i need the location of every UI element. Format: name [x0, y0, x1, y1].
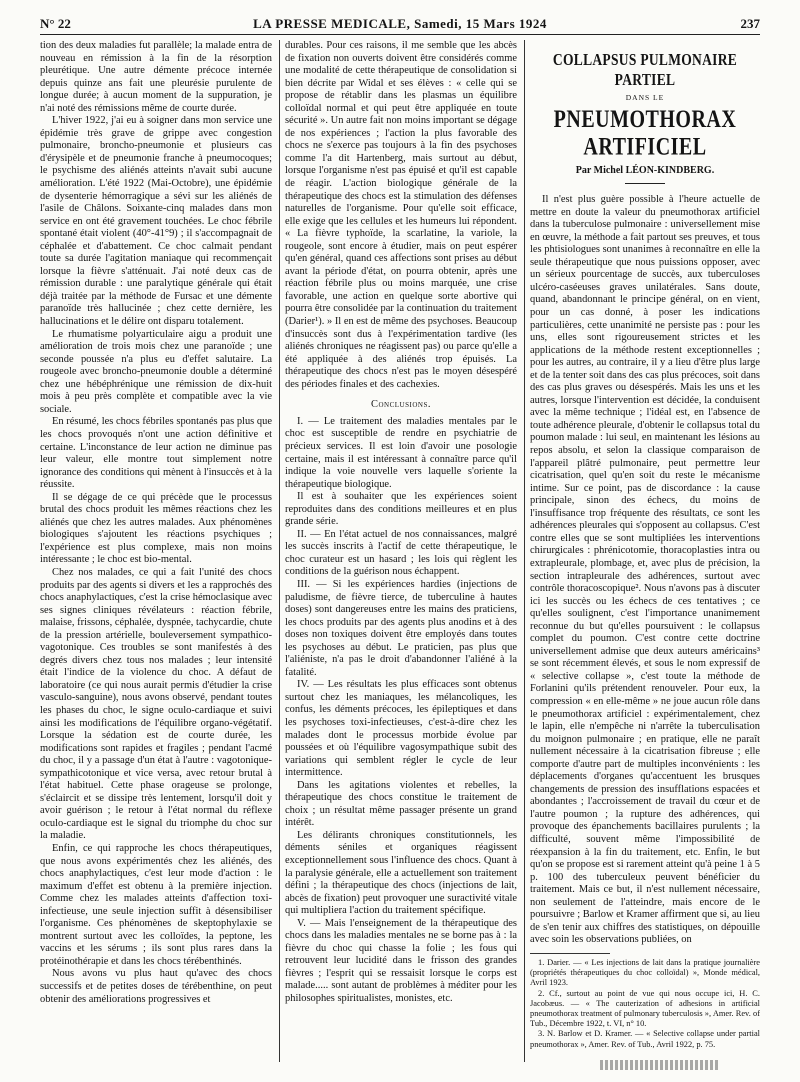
paragraph: En résumé, les chocs fébriles spontanés pas plus que les chocs provoqués n'ont une action définitive et certaine. L'inconstance de leur action ne diminue pas leur valeur, elle montre tout simplement notre ignorance des conditions qui mènent à l'insuccès et à la réussite. — [40, 416, 272, 491]
article-title-line1: COLLAPSUS PULMONAIRE PARTIEL — [552, 50, 738, 89]
column-left — [40, 40, 272, 1070]
column-divider — [524, 40, 525, 1062]
paragraph: Enfin, ce qui rapproche les chocs thérapeutiques, que nous avons expérimentés chez les aliénés, des chocs anaphylactiques, c'est leur mode d'action : le maximum d'effet est obtenu à la première injection. Comme chez les malades atteints d'affection toxi-infectieuse, une seule injection suffit à désensibiliser l'organisme. Ces phénomènes de skeptophylaxie se montrent surtout avec les colloïdes, la peptone, les vaccins et les sérums ; ils sont plus rares dans la protéinothérapie et dans les chocs térébenthinés. — [40, 843, 272, 967]
footnote: 1. Darier. — « Les injections de lait dans la pratique journalière (propriétés thérapeutiques du choc colloïdal) », Monde médical, Avril 1923. — [530, 957, 760, 988]
issue-number: N° 22 — [40, 16, 71, 31]
paragraph: III. — Si les expériences hardies (injections de paludisme, de fièvre tierce, de tuberculine à hautes doses) sont dangereuses entre les mains des praticiens, les chocs produits par des agents plus anodins et à des doses non toxiques doivent être employés dans toutes les psychoses au début. Le praticien, pas plus que l'aliéniste, n'a pas le droit d'abandonner l'aliéné à la fatalité. — [285, 578, 517, 678]
page-number: 237 — [740, 16, 760, 31]
article-title-connector: DANS LE — [625, 93, 665, 102]
article-title-line2: PNEUMOTHORAX ARTIFICIEL — [553, 105, 737, 161]
paragraph: Il se dégage de ce qui précède que le processus brutal des chocs produit les mêmes réactions chez les aliénés que chez les autres malades. Aux phénomènes biologiques s'ajoutent les réactions psychiques ; l'expérience est plus complexe, mais non moins intéressante ; le choc est bio-mental. — [40, 491, 272, 566]
column-right — [530, 40, 760, 1070]
footnotes — [530, 958, 760, 1050]
paragraph: Dans les agitations violentes et rebelles, la thérapeutique des chocs constitue le traitement de choix ; un résultat même passager présente un grand intérêt. — [285, 779, 517, 829]
article-author: Par Michel LÉON-KINDBERG. — [575, 164, 715, 176]
header-rule — [40, 34, 760, 35]
article-body — [530, 194, 760, 947]
paragraph: Le rhumatisme polyarticulaire aigu a produit une amélioration de trois mois chez une paranoïde ; une seconde poussée n'a plus eu d'effet salutaire. La rougeole avec broncho-pneumonie double a déterminé chez une hébéphrénique une rémission de dix-huit mois à peu près complète et compatible avec la vie sociale. — [40, 328, 272, 415]
paragraph: IV. — Les résultats les plus efficaces sont obtenus surtout chez les maniaques, les mélancoliques, les confus, les déments précoces, les épileptiques et dans les psychoses toxi-infectieuses, c'est-à-dire chez les malades dont le processus morbide évolue par poussées et où l'équilibre vagosympathique subit des variations qui semblent régler le cycle de leur intermittence. — [285, 679, 517, 779]
column-divider — [279, 40, 280, 1062]
footnote: 3. N. Barlow et D. Kramer. — « Selective collapse under partial pneumothorax », Amer. Rev. of Tub., Avril 1922, p. 75. — [530, 1029, 760, 1049]
paragraph: II. — En l'état actuel de nos connaissances, malgré les succès inscrits à l'actif de cette thérapeutique, le choc curateur est un hasard ; les lois qui règlent les conditions de la guérison nous échappent. — [285, 528, 517, 578]
paragraph: tion des deux maladies fut parallèle; la malade entra de nouveau en rémission à la fin de la résorption pleurétique. Une autre démente précoce internée depuis quinze ans fait une pleurésie purulente de longue durée; à aucun moment de la suppuration, je n'ai noté des rémissions même de courte durée. — [40, 40, 272, 114]
footnote: 2. Cf., surtout au point de vue qui nous occupe ici, H. C. Jacobæus. — « The cauterization of adhesions in artificial pneumothorax treatment of pulmonary tuberculosis », Amer. Rev. of Tub., Décembre 1922, t. VI, n° 10. — [530, 988, 760, 1029]
paragraph: Les délirants chroniques constitutionnels, les déments séniles et organiques réagissent exceptionnellement sous l'influence des chocs. Quant à la paralysie générale, elle a actuellement son traitement défini ; la thérapeutique des chocs (injections de lait, abcès de fixation) peut provoquer une suractivité vitale qui multipliera l'action du traitement spécifique. — [285, 829, 517, 917]
paragraph: durables. Pour ces raisons, il me semble que les abcès de fixation non ouverts doivent être considérés comme une modalité de cette thérapeutique de consolidation si bien décrite par Widal et ses élèves : « celle qui se propose de rétablir dans les plasmas un équilibre colloïdal normal et qui peut être appliquée en toute sécurité ». Un autre fait non moins important se dégage de nos expériences ; l'action la plus favorable des chocs ne s'exerce pas toujours à la fin des psychoses comme l'a dit Hartenberg, mais surtout au début, lorsque l'organisme n'est pas épuisé et qu'il est capable de réagir. L'action biologique générale de la thérapeutique des chocs est la stimulation des défenses naturelles de l'organisme. Pour qu'elle soit efficace, elle exige que les cellules et les humeurs lui répondent. « La fièvre typhoïde, la scarlatine, la variole, la rougeole, sont encore à étudier, mais on peut espérer qu'en général, quand ces affections sont prises au début avant la période d'état, on pourra obtenir, après une réaction fébrile plus ou moins marquée, une crise favorable, une action en quelque sorte abortive qui pourra être consolidée par la continuation du traitement (Darier¹). » Il en est de même des psychoses. Beaucoup d'insuccès sont dus à l'expérimentation tardive (les aliénés chroniques ne réagissent pas) ou parce qu'elle a été appliquée à des aliénés trop épuisés. La thérapeutique des chocs n'est pas le moyen désespéré des périodes finales et des cachexies. — [285, 40, 517, 390]
paragraph: V. — Mais l'enseignement de la thérapeutique des chocs dans les maladies mentales ne se borne pas à : la fièvre du choc qui chasse la folie ; les fous qui retrouvent leur lucidité dans le frisson des grandes fièvres ; l'esprit qui se ressaisit lorsque le corps est malade..... sont autant de problèmes à méditer pour les philosophes spiritualistes, monistes, etc. — [285, 917, 517, 1005]
paragraph: I. — Le traitement des maladies mentales par le choc est susceptible de rendre en psychiatrie de précieux services. Il est loin d'avoir une posologie certaine, mais il est intéressant à connaître parce qu'il indique la voie nouvelle vers laquelle s'oriente la thérapeutique biologique. — [285, 415, 517, 490]
paragraph: Il est à souhaiter que les expériences soient reproduites dans des conditions meilleures et en plus grande série. — [285, 491, 517, 528]
column-middle — [285, 40, 517, 1070]
paragraph: L'hiver 1922, j'ai eu à soigner dans mon service une épidémie très grave de grippe avec congestion pulmonaire, broncho-pneumonie et plusieurs cas d'érysipèle et de pneumonie franche à pneumocoques; le psychisme des aliénés atteints n'avait subi aucune amélioration. L'été 1922 (Mai-Octobre), une épidémie de dysenterie hémorragique a sévi sur les aliénés de l'asile de Châlons. Soixante-cinq malades dans mon service en ont été gravement touchées. Le choc fébrile spontané était violent (40°-41°9) ; il s'accompagnait de céphalée et d'abattement. Ce choc calmait pendant toute sa durée l'agitation maniaque qui recommençait lorsque la fièvre s'atténuait. J'ai noté deux cas de rémission durable : une paralytique générale qui était déjà traitée par la méthode de Fursac et une démente paranoïde très hallucinée ; chez cette dernière, les hallucinations et le délire ont disparu totalement. — [40, 115, 272, 328]
journal-title: LA PRESSE MEDICALE, Samedi, 15 Mars 1924 — [253, 16, 547, 31]
paragraph: Chez nos malades, ce qui a fait l'unité des chocs produits par des agents si divers et les a rapprochés des chocs anaphylactiques, c'est la crise hémoclasique avec ses signes cliniques révélateurs : réaction fébrile, malaise, frissons, céphalée, dyspnée, tachycardie, chute de la pression artérielle, bouleversement sympathico-vagotonique. Ces troubles se sont manifestés à des degrés divers chez tous nos malades ; leur intensité était l'indice de la violence du choc. A défaut de laboratoire (ce qui nous aurait permis d'étudier la crise vasculo-sanguine), nous avons observé, pendant toutes les phases du choc, le signe oculo-cardiaque et suivi ainsi les modifications de l'équilibre organo-végétatif. Lorsque la sédation est de courte durée, les modifications sont rapides et fragiles ; pendant l'acmé du choc, il y a passage d'un état à l'autre : vagotonique-sympathicotonique et vice versa, avec retour brutal à l'état habituel. Cette phase orageuse se prolonge, s'éclaircit et se dissipe très lentement, lorsqu'il doit y avoir guérison ; le retour à l'état normal du réflexe oculo-cardiaque est le signal du triomphe du choc sur la maladie. — [40, 566, 272, 842]
paragraph: Il n'est plus guère possible à l'heure actuelle de mettre en doute la valeur du pneumothorax artificiel dans la tuberculose pulmonaire : universellement mise en œuvre, la méthode a fait partout ses preuves, et tous les phtisiologues sont unanimes à reconnaître en elle la seule thérapeutique que nous puissions opposer, avec un sérieux pourcentage de succès, aux tuberculoses ulcéro-caséeuses graves unilatérales. Sans doute, quand, abandonnant le principe général, on en vient, pour un cas donné, à poser les indications particulières, cette unanimité ne persiste pas : pour les uns, elles sont rigoureusement strictes et les applications de la méthode restent exceptionnelles ; pour les autres, au contraire, il y a lieu d'être plus large et de la tenter soit dans des cas plus précoces, soit dans des cas plus graves ou désespérés. Mais les uns et les autres, lorsque l'intervention est décidée, la conduisent avec la même technique ; l'idéal est, en l'absence de toute adhérence pleurale, d'obtenir le collapsus total du poumon malade : lui seul, en maintenant les lésions au repos absolu, et selon la classique comparaison de l'appareil plâtré pulmonaire, peut permettre leur cicatrisation, quel qu'en soit du reste le mécanisme intime. Sur ce point, pas de discordance : la cause principale, sinon des échecs, du moins de l'insuffisance trop fréquente des résultats, ce sont les adhérences pleurales qui s'opposent au collapsus. C'est contre elles que se sont multipliées les interventions chirurgicales : phrénicotomie, thoracoplasties intra ou extrapleurale, plombage, et, avec plus de précision, la section intrapleurale des adhérences, surtout avec contrôle thoracoscopique². Nous n'avons pas à discuter ici les succès ou les échecs de ces tentatives ; ce qu'elles soulignent, c'est l'importance unanimement reconnue du but qu'elles poursuivent : le collapsus complet du poumon. C'est contre cette doctrine universellement admise que deux auteurs américains³ se sont récemment élevés, et sous le nom expressif de « selective collapse », c'est toute la méthode de Forlanini qu'ils prétendent renouveler. Pour eux, la compression « en elle-même » ne joue aucun rôle dans le pneumothorax artificiel : expérimentalement, chez le lapin, elle n'empêche ni n'arrête la tuberculisation du moignon pulmonaire ; en pratique, elle ne paraît nullement nécessaire à la cicatrisation fibreuse ; elle comporte d'autre part de multiples inconvénients : les déplacements d'organes qu'accentuent les brusques changements de pression des insufflations espacées et abondantes ; l'accroissement de travail du cœur et de l'autre poumon ; la rupture des adhérences, qui provoque des épanchements bacillaires purulents ; la difficulté, souvent même l'impossibilité de réexpansion à la fin du traitement, etc. Enfin, le but qu'on se propose est si rarement atteint qu'à peine 1 à 5 p. 100 des tuberculeux peuvent bénéficier du traitement. Mais ce but, il n'est nullement nécessaire, non seulement de l'atteindre, mais encore de le poursuivre ; Barlow et Kramer affirment que si, au lieu de s'en tenir aux chiffres des statistiques, on dépouille avec soin les observations publiées, on — [530, 194, 760, 946]
title-rule — [625, 183, 665, 184]
section-heading-conclusions: Conclusions. — [371, 399, 431, 411]
paragraph: Nous avons vu plus haut qu'avec des chocs successifs et de petites doses de térébenthine, on peut obtenir des améliorations progressives et — [40, 968, 272, 1005]
print-artifact — [600, 1060, 720, 1070]
page-header — [40, 12, 760, 34]
footnote-rule — [530, 953, 610, 954]
